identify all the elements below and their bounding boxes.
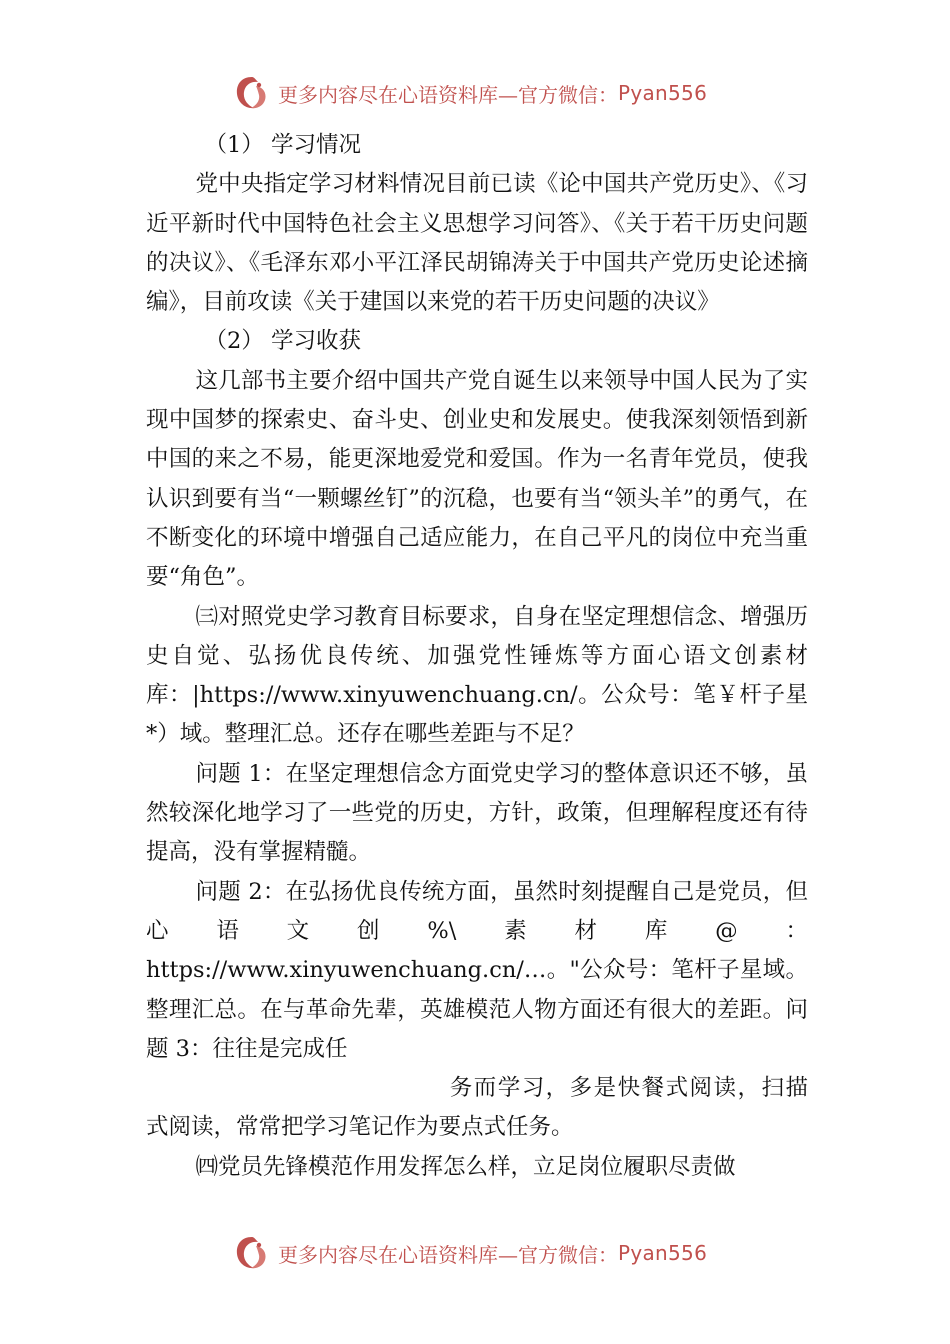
paragraph-study-materials: 党中央指定学习材料情况目前已读《论中国共产党历史》、《习近平新时代中国特色社会主义思想学习问答》、《关于若干历史问题的决议》、《毛泽东邓小平江泽民胡锦涛关于中国共产党历史论述摘编》，目前攻读《关于建国以来党的若干历史问题的决议》 [146,171,808,316]
phoenix-logo-icon [232,1233,272,1273]
banner-wechat-id: Pyan556 [618,1241,708,1265]
document-body [146,126,808,1187]
paragraph-goals-gap: ㈢对照党史学习教育目标要求，自身在坚定理想信念、增强历史自觉、弘扬优良传统、加强党性锤炼等方面心语文创素材库：|https://www.xinyuwenchuang.cn/。公众号：笔￥杆子星*）域。整理汇总。还存在哪些差距与不足？ [146,603,808,748]
banner-text: 更多内容尽在心语资料库—官方微信： [278,82,618,107]
paragraph-study-gains: 这几部书主要介绍中国共产党自诞生以来领导中国人民为了实现中国梦的探索史、奋斗史、创业史和发展史。使我深刻领悟到新中国的来之不易，能更深地爱党和爱国。作为一名青年党员，使我认识到要有当“一颗螺丝钉”的沉稳，也要有当“领头羊”的勇气，在不断变化的环境中增强自己适应能力，在自己平凡的岗位中充当重要“角色”。 [146,367,808,591]
paragraph-problem-2: 问题 2：在弘扬优良传统方面，虽然时刻提醒自己是党员，但心语文创%\素材库@：https://www.xinyuwenchuang.cn/…。"公众号：笔杆子星域。整理汇总。在与革命先辈，英雄模范人物方面还有很大的差距。问题 3：往往是完成任 [146,878,808,1062]
header-banner [232,73,707,113]
section-heading-study-gains: （2） 学习收获 [204,328,361,355]
paragraph-problem-3-continued: 务而学习，多是快餐式阅读，扫描式阅读，常常把学习笔记作为要点式任务。 [146,1075,808,1141]
banner-text: 更多内容尽在心语资料库—官方微信： [278,1242,618,1267]
paragraph-vanguard-role: ㈣党员先锋模范作用发挥怎么样，立足岗位履职尽责做 [195,1153,736,1180]
footer-banner [232,1233,707,1273]
phoenix-logo-icon [232,73,272,113]
banner-wechat-id: Pyan556 [618,81,708,105]
paragraph-problem-1: 问题 1：在坚定理想信念方面党史学习的整体意识还不够，虽然较深化地学习了一些党的历史，方针，政策，但理解程度还有待提高，没有掌握精髓。 [146,760,808,866]
section-heading-study-status: （1） 学习情况 [204,132,361,158]
